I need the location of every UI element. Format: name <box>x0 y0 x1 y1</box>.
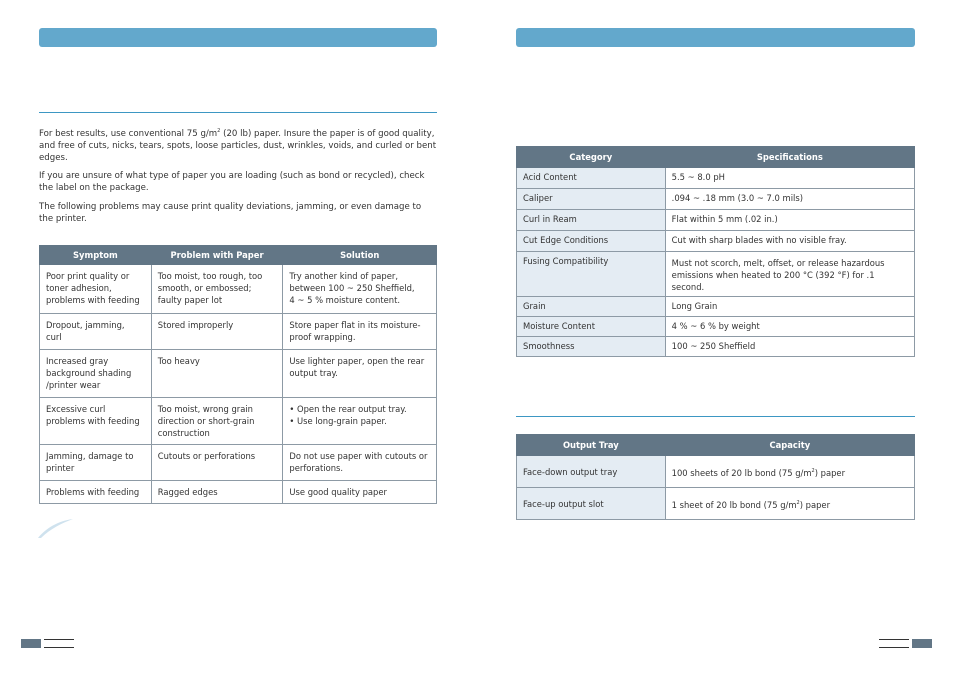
specification-cell: Must not scorch, melt, offset, or release hazardous emissions when heated to 200 °C (392 °F) for .1 second. <box>665 252 914 297</box>
table-row <box>517 210 915 231</box>
table-row <box>40 481 437 504</box>
symptom-cell: Excessive curl problems with feeding <box>40 398 152 445</box>
table-header-row <box>40 246 437 265</box>
symptom-cell: Increased gray background shading /printer wear <box>40 350 152 398</box>
specification-cell: 4 % ~ 6 % by weight <box>665 317 914 337</box>
right-header-bar <box>516 28 915 47</box>
capacity-cell: 1 sheet of 20 lb bond (75 $g/m^2$) paper <box>665 488 914 520</box>
solution-cell: • Open the rear output tray. • Use long-grain paper. <box>283 398 437 445</box>
problem-cell: Too heavy <box>151 350 283 398</box>
paper-problems-table <box>39 245 437 504</box>
solution-cell: Try another kind of paper, between 100 ~ 250 Sheffield, 4 ~ 5 % moisture content. <box>283 265 437 314</box>
output-tray-cell: Face-up output slot <box>517 488 666 520</box>
category-cell: Smoothness <box>517 337 666 357</box>
output-tray-cell: Face-down output tray <box>517 456 666 488</box>
right-section-rule <box>516 416 915 417</box>
problem-cell: Too moist, too rough, too smooth, or embossed; faulty paper lot <box>151 265 283 314</box>
table-row <box>40 398 437 445</box>
capacity-cell: 100 sheets of 20 lb bond (75 $g/m^2$) paper <box>665 456 914 488</box>
specification-cell: Long Grain <box>665 297 914 317</box>
table-row <box>517 252 915 297</box>
table-row <box>40 314 437 350</box>
right-page-number-box <box>912 639 932 648</box>
category-cell: Fusing Compatibility <box>517 252 666 297</box>
paper-paragraph-2: If you are unsure of what type of paper you are loading (such as bond or recycled), check the label on the package. <box>39 171 425 193</box>
symptom-cell: Poor print quality or toner adhesion, problems with feeding <box>40 265 152 314</box>
problem-cell: Cutouts or perforations <box>151 445 283 481</box>
left-page-number-box <box>21 639 41 648</box>
specification-cell: 100 ~ 250 Sheffield <box>665 337 914 357</box>
table-row <box>40 350 437 398</box>
table-header-row <box>517 147 915 168</box>
specification-cell: 5.5 ~ 8.0 pH <box>665 168 914 189</box>
right-footer-line <box>879 639 909 640</box>
table-row <box>517 317 915 337</box>
column-header: Capacity <box>665 435 914 456</box>
category-cell: Grain <box>517 297 666 317</box>
left-section-rule <box>39 112 437 113</box>
problem-cell: Stored improperly <box>151 314 283 350</box>
note-swoosh-icon <box>36 516 76 540</box>
left-header-bar <box>39 28 437 47</box>
category-cell: Moisture Content <box>517 317 666 337</box>
category-cell: Cut Edge Conditions <box>517 231 666 252</box>
table-row <box>517 231 915 252</box>
table-header-row <box>517 435 915 456</box>
left-footer-line <box>44 647 74 648</box>
right-footer-line <box>879 647 909 648</box>
paper-specifications-table <box>516 146 915 357</box>
table-row <box>517 488 915 520</box>
category-cell: Acid Content <box>517 168 666 189</box>
column-header: Symptom <box>40 246 152 265</box>
table-row <box>517 168 915 189</box>
category-cell: Caliper <box>517 189 666 210</box>
column-header: Problem with Paper <box>151 246 283 265</box>
solution-cell: Do not use paper with cutouts or perforations. <box>283 445 437 481</box>
paper-paragraph-1: For best results, use conventional 75 $g/m^2$ (20 lb) paper. Insure the paper is of good quality, and free of cuts, nicks, tears, spots, loose particles, dust, wrinkles, voids, and curled or bent edges. <box>39 128 437 163</box>
symptom-cell: Dropout, jamming, curl <box>40 314 152 350</box>
left-footer-line <box>44 639 74 640</box>
category-cell: Curl in Ream <box>517 210 666 231</box>
table-row <box>40 265 437 314</box>
output-capacity-table <box>516 434 915 520</box>
table-row <box>517 189 915 210</box>
specification-cell: .094 ~ .18 mm (3.0 ~ 7.0 mils) <box>665 189 914 210</box>
problem-cell: Ragged edges <box>151 481 283 504</box>
specification-cell: Cut with sharp blades with no visible fray. <box>665 231 914 252</box>
table-row <box>517 337 915 357</box>
specification-cell: Flat within 5 mm (.02 in.) <box>665 210 914 231</box>
problem-cell: Too moist, wrong grain direction or short-grain construction <box>151 398 283 445</box>
column-header: Specifications <box>665 147 914 168</box>
solution-cell: Use lighter paper, open the rear output tray. <box>283 350 437 398</box>
column-header: Category <box>517 147 666 168</box>
table-row <box>517 297 915 317</box>
symptom-cell: Jamming, damage to printer <box>40 445 152 481</box>
solution-cell: Use good quality paper <box>283 481 437 504</box>
table-row <box>40 445 437 481</box>
symptom-cell: Problems with feeding <box>40 481 152 504</box>
solution-cell: Store paper flat in its moisture- proof wrapping. <box>283 314 437 350</box>
column-header: Solution <box>283 246 437 265</box>
column-header: Output Tray <box>517 435 666 456</box>
table-row <box>517 456 915 488</box>
paper-paragraph-3: The following problems may cause print quality deviations, jamming, or even damage to the printer. <box>39 202 422 224</box>
